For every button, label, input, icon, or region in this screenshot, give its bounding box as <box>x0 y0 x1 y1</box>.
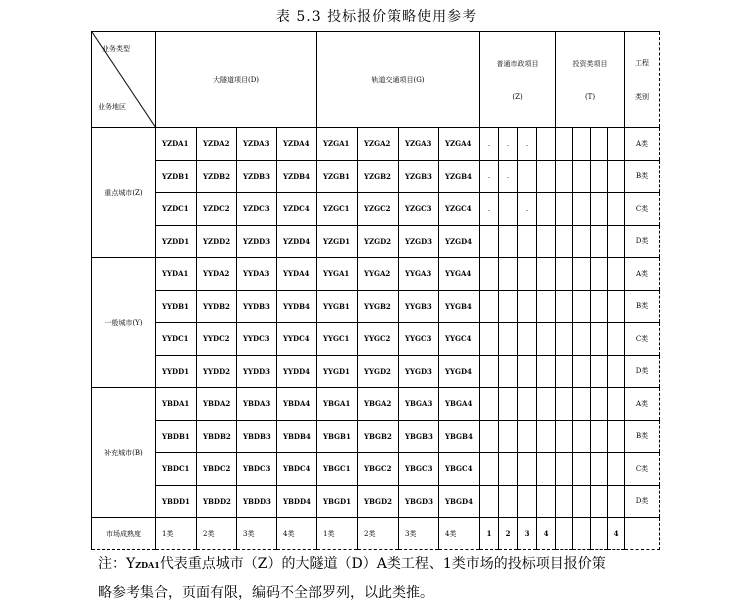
strategy-code-cell: YZGC3 <box>399 193 439 226</box>
blank-cell <box>556 388 573 421</box>
group-municipal-code: (Z) <box>512 92 523 101</box>
strategy-code-cell: YBDD2 <box>197 485 237 518</box>
blank-cell <box>608 290 625 323</box>
blank-cell <box>573 420 591 453</box>
blank-cell <box>518 355 537 388</box>
blank-cell <box>518 290 537 323</box>
category-cell: C类 <box>625 453 660 486</box>
strategy-code-cell: YBGC2 <box>358 453 399 486</box>
blank-cell <box>518 420 537 453</box>
strategy-code-cell: YBDB1 <box>156 420 197 453</box>
strategy-code-cell: YZDA4 <box>277 128 317 161</box>
strategy-code-cell: YZGC2 <box>358 193 399 226</box>
blank-cell <box>608 258 625 291</box>
category-cell: C类 <box>625 193 660 226</box>
maturity-level-cell: 1类 <box>317 518 358 550</box>
strategy-code-cell: YBGD1 <box>317 485 358 518</box>
maturity-number-cell <box>573 518 591 550</box>
strategy-code-cell: YBGD3 <box>399 485 439 518</box>
strategy-code-cell: YBDB4 <box>277 420 317 453</box>
strategy-code-cell: YZDB4 <box>277 160 317 193</box>
strategy-code-cell: YYDA1 <box>156 258 197 291</box>
strategy-code-cell: YBDC4 <box>277 453 317 486</box>
strategy-code-cell: YZGA3 <box>399 128 439 161</box>
blank-cell <box>480 290 499 323</box>
blank-cell <box>480 453 499 486</box>
strategy-code-cell: YBDC2 <box>197 453 237 486</box>
strategy-code-cell: YZGB3 <box>399 160 439 193</box>
group-tunnel-header: 大隧道项目(D) <box>156 32 317 128</box>
blank-cell <box>556 128 573 161</box>
diagonal-header-cell <box>92 32 156 128</box>
maturity-level-cell: 4类 <box>277 518 317 550</box>
strategy-code-cell: YZDD1 <box>156 225 197 258</box>
strategy-code-cell: YZGA2 <box>358 128 399 161</box>
strategy-code-cell: YYDA3 <box>237 258 277 291</box>
blank-cell <box>556 355 573 388</box>
maturity-end-cell <box>625 518 660 550</box>
maturity-number-cell <box>591 518 608 550</box>
strategy-code-cell: YBGA3 <box>399 388 439 421</box>
region-cell: 补充城市(B) <box>92 388 156 518</box>
note-code <box>126 556 160 572</box>
group-investment-code: (T) <box>584 92 596 101</box>
blank-cell <box>556 453 573 486</box>
blank-cell <box>499 453 518 486</box>
strategy-code-cell: YYGC2 <box>358 323 399 356</box>
blank-cell <box>608 420 625 453</box>
strategy-code-cell: YYGC4 <box>439 323 480 356</box>
blank-cell <box>518 323 537 356</box>
blank-cell <box>518 453 537 486</box>
blank-cell <box>537 323 556 356</box>
maturity-number-cell: 4 <box>537 518 556 550</box>
strategy-code-cell: YYGD4 <box>439 355 480 388</box>
blank-cell <box>537 193 556 226</box>
blank-cell: . <box>480 193 499 226</box>
strategy-code-cell: YYGB2 <box>358 290 399 323</box>
strategy-code-cell: YBGB1 <box>317 420 358 453</box>
maturity-row <box>92 518 660 550</box>
blank-cell <box>518 258 537 291</box>
blank-cell <box>556 420 573 453</box>
blank-cell <box>480 323 499 356</box>
blank-cell <box>480 485 499 518</box>
strategy-code-cell: YYDC3 <box>237 323 277 356</box>
table-row <box>92 420 660 453</box>
project-category-label-top: 工程 <box>635 58 650 67</box>
strategy-code-cell: YZGA1 <box>317 128 358 161</box>
blank-cell <box>480 355 499 388</box>
strategy-code-cell: YBDA1 <box>156 388 197 421</box>
category-cell: B类 <box>625 290 660 323</box>
maturity-level-cell: 3类 <box>237 518 277 550</box>
strategy-code-cell: YBGD2 <box>358 485 399 518</box>
category-cell: D类 <box>625 355 660 388</box>
blank-cell <box>480 388 499 421</box>
strategy-code-cell: YYDC1 <box>156 323 197 356</box>
strategy-code-cell: YZDD2 <box>197 225 237 258</box>
note-code-sub: ZDA1 <box>135 560 160 570</box>
strategy-code-cell: YBDA3 <box>237 388 277 421</box>
strategy-code-cell: YBGB4 <box>439 420 480 453</box>
table-row <box>92 323 660 356</box>
strategy-code-cell: YYGA3 <box>399 258 439 291</box>
blank-cell <box>499 225 518 258</box>
strategy-code-cell: YYGD3 <box>399 355 439 388</box>
maturity-level-cell: 1类 <box>156 518 197 550</box>
strategy-code-cell: YYDD2 <box>197 355 237 388</box>
blank-cell <box>556 225 573 258</box>
group-investment-label: 投资类项目 <box>572 59 608 68</box>
category-cell: D类 <box>625 225 660 258</box>
blank-cell <box>537 160 556 193</box>
blank-cell <box>573 290 591 323</box>
business-type-label: 业务类型 <box>102 45 130 53</box>
blank-cell <box>573 258 591 291</box>
strategy-code-cell: YZGB4 <box>439 160 480 193</box>
strategy-code-cell: YYDA4 <box>277 258 317 291</box>
blank-cell <box>537 420 556 453</box>
blank-cell <box>608 485 625 518</box>
strategy-code-cell: YZDA2 <box>197 128 237 161</box>
table-row <box>92 453 660 486</box>
maturity-level-cell: 3类 <box>399 518 439 550</box>
blank-cell <box>591 160 608 193</box>
strategy-code-cell: YBGC1 <box>317 453 358 486</box>
strategy-code-cell: YZGD4 <box>439 225 480 258</box>
blank-cell <box>591 193 608 226</box>
strategy-code-cell: YYDC2 <box>197 323 237 356</box>
strategy-code-cell: YZDD3 <box>237 225 277 258</box>
strategy-code-cell: YBDA2 <box>197 388 237 421</box>
blank-cell <box>591 290 608 323</box>
blank-cell <box>608 323 625 356</box>
blank-cell <box>556 290 573 323</box>
blank-cell: . <box>518 128 537 161</box>
blank-cell <box>556 193 573 226</box>
strategy-code-cell: YZGD2 <box>358 225 399 258</box>
blank-cell <box>499 258 518 291</box>
blank-cell: . <box>499 128 518 161</box>
strategy-code-cell: YYGD1 <box>317 355 358 388</box>
strategy-code-cell: YZGD3 <box>399 225 439 258</box>
blank-cell <box>537 453 556 486</box>
category-cell: A类 <box>625 388 660 421</box>
blank-cell <box>591 258 608 291</box>
maturity-level-cell: 2类 <box>358 518 399 550</box>
blank-cell <box>591 355 608 388</box>
strategy-code-cell: YBGC3 <box>399 453 439 486</box>
strategy-code-cell: YZDC3 <box>237 193 277 226</box>
blank-cell <box>499 193 518 226</box>
table-row <box>92 160 660 193</box>
blank-cell <box>608 193 625 226</box>
strategy-code-cell: YBDB2 <box>197 420 237 453</box>
blank-cell: . <box>480 160 499 193</box>
blank-cell <box>556 160 573 193</box>
blank-cell <box>573 225 591 258</box>
strategy-code-cell: YZGC1 <box>317 193 358 226</box>
strategy-code-cell: YBGA1 <box>317 388 358 421</box>
group-investment-header <box>556 32 625 128</box>
blank-cell <box>499 420 518 453</box>
strategy-code-cell: YZDA1 <box>156 128 197 161</box>
blank-cell <box>591 453 608 486</box>
blank-cell <box>573 485 591 518</box>
category-cell: C类 <box>625 323 660 356</box>
blank-cell <box>537 225 556 258</box>
blank-cell <box>573 453 591 486</box>
table-row <box>92 225 660 258</box>
strategy-code-cell: YZDC2 <box>197 193 237 226</box>
strategy-code-cell: YZGC4 <box>439 193 480 226</box>
region-cell: 重点城市(Z) <box>92 128 156 258</box>
strategy-code-cell: YBGB2 <box>358 420 399 453</box>
group-rail-header: 轨道交通项目(G) <box>317 32 480 128</box>
strategy-code-cell: YYDB4 <box>277 290 317 323</box>
strategy-code-cell: YBDA4 <box>277 388 317 421</box>
strategy-code-cell: YZDB2 <box>197 160 237 193</box>
blank-cell <box>480 258 499 291</box>
blank-cell <box>518 225 537 258</box>
footnote <box>98 550 698 607</box>
blank-cell <box>499 290 518 323</box>
strategy-code-cell: YZDB1 <box>156 160 197 193</box>
maturity-number-cell: 4 <box>608 518 625 550</box>
strategy-code-cell: YYDB3 <box>237 290 277 323</box>
blank-cell <box>537 258 556 291</box>
maturity-number-cell: 3 <box>518 518 537 550</box>
group-municipal-label: 普通市政项目 <box>496 59 539 68</box>
strategy-code-cell: YBDD4 <box>277 485 317 518</box>
blank-cell <box>591 323 608 356</box>
strategy-code-cell: YYDA2 <box>197 258 237 291</box>
blank-cell: . <box>499 160 518 193</box>
note-text-line1: 代表重点城市（Z）的大隧道（D）A类工程、1类市场的投标项目报价策 <box>159 556 606 572</box>
blank-cell <box>573 355 591 388</box>
strategy-code-cell: YZDA3 <box>237 128 277 161</box>
category-cell: B类 <box>625 420 660 453</box>
blank-cell <box>537 355 556 388</box>
blank-cell <box>537 290 556 323</box>
category-cell: D类 <box>625 485 660 518</box>
blank-cell <box>537 128 556 161</box>
strategy-code-cell: YZDD4 <box>277 225 317 258</box>
strategy-table <box>91 31 660 550</box>
blank-cell <box>499 355 518 388</box>
blank-cell <box>518 485 537 518</box>
blank-cell <box>608 128 625 161</box>
blank-cell <box>573 323 591 356</box>
blank-cell <box>573 128 591 161</box>
category-cell: A类 <box>625 258 660 291</box>
blank-cell <box>480 420 499 453</box>
blank-cell <box>591 485 608 518</box>
strategy-code-cell: YZGD1 <box>317 225 358 258</box>
category-cell: A类 <box>625 128 660 161</box>
blank-cell <box>608 388 625 421</box>
blank-cell <box>591 420 608 453</box>
table-row <box>92 290 660 323</box>
strategy-code-cell: YBGD4 <box>439 485 480 518</box>
maturity-label: 市场成熟度 <box>92 518 156 550</box>
note-code-main: Y <box>126 556 136 572</box>
strategy-code-cell: YBGA4 <box>439 388 480 421</box>
business-region-label: 业务地区 <box>98 103 126 111</box>
group-municipal-header <box>480 32 556 128</box>
blank-cell <box>608 225 625 258</box>
strategy-code-cell: YZDC4 <box>277 193 317 226</box>
table-row <box>92 128 660 161</box>
blank-cell <box>556 258 573 291</box>
region-cell: 一般城市(Y) <box>92 258 156 388</box>
maturity-level-cell: 2类 <box>197 518 237 550</box>
table-caption: 表 5.3 投标报价策略使用参考 <box>275 9 478 25</box>
strategy-code-cell: YBGB3 <box>399 420 439 453</box>
strategy-code-cell: YZDC1 <box>156 193 197 226</box>
strategy-code-cell: YYGA2 <box>358 258 399 291</box>
blank-cell <box>499 388 518 421</box>
strategy-code-cell: YYGD2 <box>358 355 399 388</box>
blank-cell <box>499 323 518 356</box>
strategy-code-cell: YYGA1 <box>317 258 358 291</box>
category-cell: B类 <box>625 160 660 193</box>
strategy-code-cell: YZGA4 <box>439 128 480 161</box>
project-category-header <box>625 32 660 128</box>
table-row <box>92 258 660 291</box>
strategy-code-cell: YZGB2 <box>358 160 399 193</box>
header-row <box>92 32 660 128</box>
blank-cell <box>608 160 625 193</box>
table-row <box>92 388 660 421</box>
blank-cell <box>573 160 591 193</box>
strategy-code-cell: YBGC4 <box>439 453 480 486</box>
table-row <box>92 485 660 518</box>
blank-cell: . <box>480 128 499 161</box>
maturity-number-cell <box>556 518 573 550</box>
strategy-code-cell: YBDD1 <box>156 485 197 518</box>
blank-cell <box>573 388 591 421</box>
strategy-code-cell: YYDC4 <box>277 323 317 356</box>
strategy-code-cell: YYDB1 <box>156 290 197 323</box>
blank-cell <box>608 453 625 486</box>
table-row <box>92 193 660 226</box>
strategy-code-cell: YYGB3 <box>399 290 439 323</box>
strategy-code-cell: YYDB2 <box>197 290 237 323</box>
blank-cell: . <box>518 193 537 226</box>
project-category-label-bottom: 类别 <box>635 92 650 101</box>
blank-cell <box>518 388 537 421</box>
strategy-code-cell: YBDC3 <box>237 453 277 486</box>
strategy-code-cell: YYGA4 <box>439 258 480 291</box>
blank-cell <box>556 323 573 356</box>
blank-cell <box>556 485 573 518</box>
maturity-level-cell: 4类 <box>439 518 480 550</box>
table-row <box>92 355 660 388</box>
strategy-code-cell: YYDD4 <box>277 355 317 388</box>
strategy-code-cell: YBDC1 <box>156 453 197 486</box>
strategy-code-cell: YYGB1 <box>317 290 358 323</box>
maturity-number-cell: 2 <box>499 518 518 550</box>
note-text-line2: 略参考集合，页面有限，编码不全部罗列，以此类推。 <box>98 585 434 601</box>
blank-cell <box>573 193 591 226</box>
strategy-code-cell: YYGB4 <box>439 290 480 323</box>
strategy-code-cell: YYGC3 <box>399 323 439 356</box>
blank-cell <box>499 485 518 518</box>
strategy-code-cell: YBDB3 <box>237 420 277 453</box>
blank-cell <box>608 355 625 388</box>
strategy-code-cell: YYDD1 <box>156 355 197 388</box>
blank-cell <box>518 160 537 193</box>
blank-cell <box>480 225 499 258</box>
blank-cell <box>537 388 556 421</box>
strategy-code-cell: YYGC1 <box>317 323 358 356</box>
strategy-code-cell: YYDD3 <box>237 355 277 388</box>
strategy-code-cell: YBDD3 <box>237 485 277 518</box>
blank-cell <box>591 388 608 421</box>
strategy-code-cell: YZGB1 <box>317 160 358 193</box>
blank-cell <box>537 485 556 518</box>
blank-cell <box>591 225 608 258</box>
maturity-number-cell: 1 <box>480 518 499 550</box>
note-prefix: 注： <box>98 556 126 572</box>
blank-cell <box>591 128 608 161</box>
strategy-code-cell: YBGA2 <box>358 388 399 421</box>
strategy-code-cell: YZDB3 <box>237 160 277 193</box>
